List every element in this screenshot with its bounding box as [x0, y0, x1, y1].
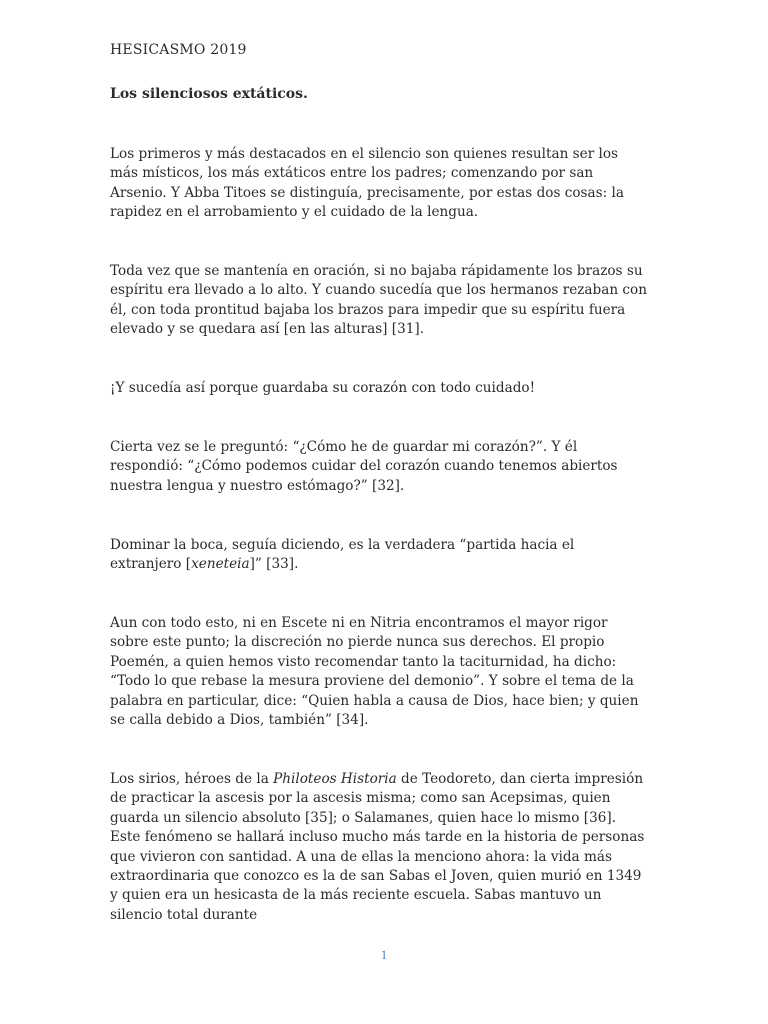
paragraph-5-before: Dominar la boca, seguía diciendo, es la verdadera “partida hacia el extranjero [ — [110, 537, 575, 573]
section-title: Los silenciosos extáticos. — [110, 86, 308, 102]
paragraph-1: Los primeros y más destacados en el silencio son quienes resultan ser los más místicos, los más extáticos entre los padres; comenzando por san Arsenio. Y Abba Titoes se distinguía, precisamente, por estas dos cosas: la rapidez en el arrobamiento y el cuidado de la lengua. — [110, 146, 624, 221]
paragraph-5 — [110, 536, 650, 575]
paragraph-3: ¡Y sucedía así porque guardaba su corazón con todo cuidado! — [110, 380, 536, 396]
paragraph-7-before: Los sirios, héroes de la — [110, 771, 274, 787]
paragraph-5-after: ]” [33]. — [249, 556, 299, 573]
paragraph-4: Cierta vez se le preguntó: “¿Cómo he de guardar mi corazón?”. Y él respondió: “¿Cómo podemos cuidar del corazón cuando tenemos abiertos nuestra lengua y nuestro estómago?” [32]. — [110, 439, 618, 494]
paragraph-6: Aun con todo esto, ni en Escete ni en Nitria encontramos el mayor rigor sobre este punto; la discreción no pierde nunca sus derechos. El propio Poemén, a quien hemos visto recomendar tanto la taciturnidad, ha dicho: “Todo lo que rebase la mesura proviene del demonio”. Y sobre el tema de la palabra en particular, dice: “Quien habla a causa de Dios, hace bien; y quien se calla debido a Dios, también” [34]. — [110, 615, 639, 729]
page-number: 1 — [380, 947, 388, 962]
paragraph-7 — [110, 770, 650, 925]
paragraph-2: Toda vez que se mantenía en oración, si no bajaba rápidamente los brazos su espíritu era llevado a lo alto. Y cuando sucedía que los hermanos rezaban con él, con toda prontitud bajaba los brazos para impedir que su espíritu fuera elevado y se quedara así [en las alturas] [31]. — [110, 263, 647, 338]
page-header: HESICASMO 2019 — [110, 42, 247, 58]
paragraph-7-after: de Teodoreto, dan cierta impresión de practicar la ascesis por la ascesis misma; como san Acepsimas, quien guarda un silencio absoluto [35]; o Salamanes, quien hace lo mismo [36]. Este fenómeno se hallará incluso mucho más tarde en la historia de personas que vivieron con santidad. A una de ellas la menciono ahora: la vida más extraordinaria que conozco es la de san Sabas el Joven, quien murió en 1349 y quien era un hesicasta de la más reciente escuela. Sabas mantuvo un silencio total durante — [110, 771, 645, 923]
paragraph-5-italic: xeneteia — [191, 556, 250, 573]
paragraph-7-italic: Philoteos Historia — [273, 771, 397, 787]
